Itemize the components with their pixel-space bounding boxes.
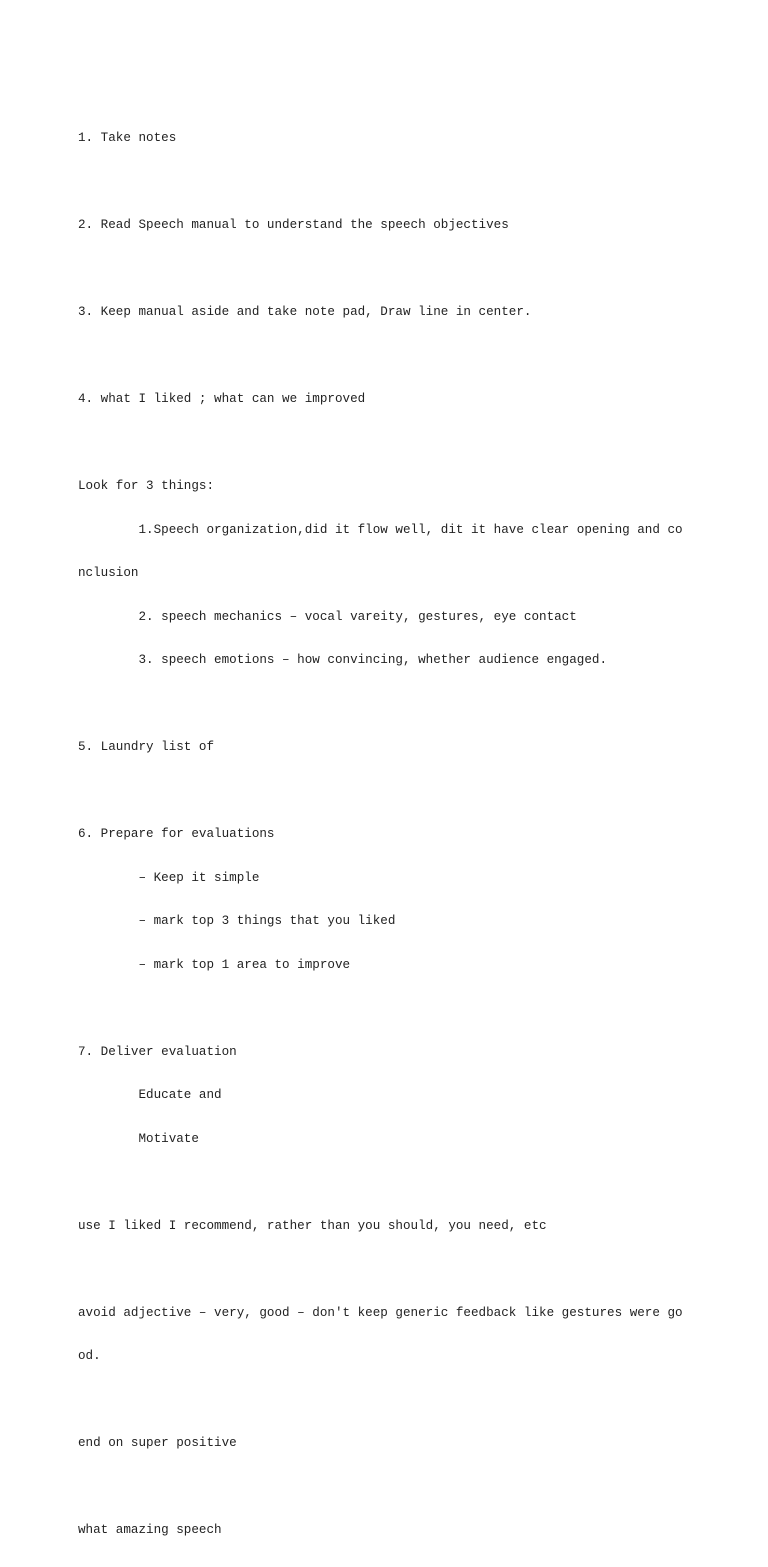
text-line: 1. Take notes xyxy=(78,131,177,145)
text-line: od. xyxy=(78,1349,101,1363)
text-line xyxy=(78,1175,718,1190)
text-line: 2. speech mechanics – vocal vareity, gestures, eye contact xyxy=(78,609,577,624)
text-line xyxy=(78,262,718,277)
text-line: nclusion xyxy=(78,566,139,580)
text-line: 2. Read Speech manual to understand the speech objectives xyxy=(78,218,509,232)
text-line: 4. what I liked ; what can we improved xyxy=(78,392,366,406)
text-line xyxy=(78,1001,718,1016)
text-line: 6. Prepare for evaluations xyxy=(78,827,275,841)
text-line: what amazing speech xyxy=(78,1523,222,1537)
text-line xyxy=(78,436,718,451)
text-line: Motivate xyxy=(78,1131,199,1146)
text-line: 7. Deliver evaluation xyxy=(78,1044,237,1059)
text-line: Look for 3 things: xyxy=(78,479,215,493)
text-line: use I liked I recommend, rather than you should, you need, etc xyxy=(78,1218,547,1233)
text-line: 1.Speech organization,did it flow well, dit it have clear opening and co xyxy=(78,522,683,537)
text-line xyxy=(78,697,718,712)
text-line: avoid adjective – very, good – don't keep generic feedback like gestures were go xyxy=(78,1305,683,1320)
text-line: – mark top 1 area to improve xyxy=(78,957,351,972)
text-line: Educate and xyxy=(78,1088,222,1102)
text-line xyxy=(78,784,718,799)
text-line: 3. speech emotions – how convincing, whether audience engaged. xyxy=(78,653,608,667)
text-line xyxy=(78,175,718,190)
text-line: 5. Laundry list of xyxy=(78,740,215,754)
text-line xyxy=(78,1480,718,1495)
text-line: 3. Keep manual aside and take note pad, Draw line in center. xyxy=(78,305,532,319)
text-line xyxy=(78,1393,718,1408)
text-line: end on super positive xyxy=(78,1436,237,1450)
text-line: – mark top 3 things that you liked xyxy=(78,914,396,928)
text-line xyxy=(78,1262,718,1277)
text-line: – Keep it simple xyxy=(78,870,260,885)
document-text xyxy=(78,102,718,1567)
text-line xyxy=(78,349,718,364)
